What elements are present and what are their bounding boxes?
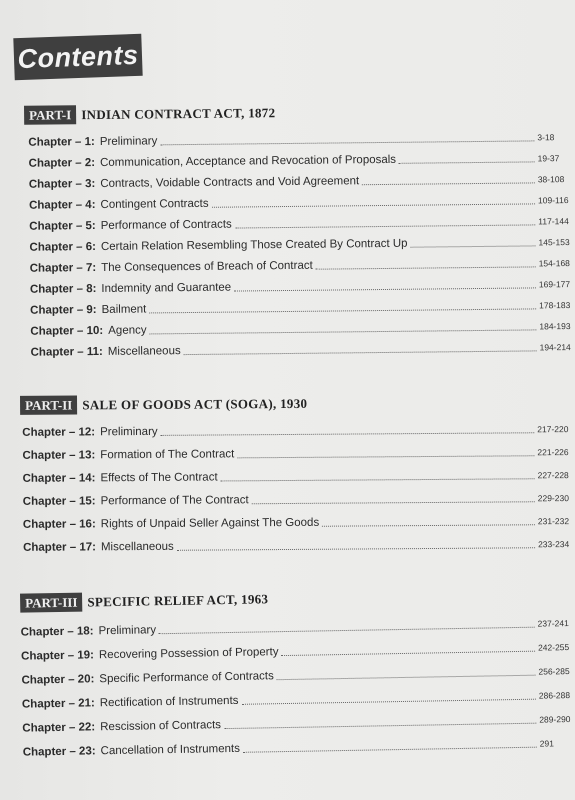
chapter-row[interactable] <box>22 423 575 440</box>
chapter-pages: 145-153 <box>538 237 570 248</box>
chapter-title: Agency <box>108 324 147 337</box>
leader-dots <box>362 181 535 185</box>
chapter-pages: 194-214 <box>539 342 571 353</box>
chapter-title: Rescission of Contracts <box>100 719 222 734</box>
leader-dots <box>243 746 537 753</box>
chapter-number: Chapter – 23: <box>22 745 96 759</box>
chapter-title: Performance of Contracts <box>100 218 232 232</box>
chapter-pages: 178-183 <box>539 300 571 311</box>
leader-dots <box>177 546 535 551</box>
part-header <box>24 100 575 125</box>
leader-dots <box>237 454 534 458</box>
chapter-pages: 169-177 <box>538 279 571 290</box>
contents-heading: Contents <box>16 39 139 74</box>
leader-dots <box>316 265 536 269</box>
chapter-pages: 227-228 <box>537 470 569 481</box>
chapter-row[interactable] <box>21 641 575 664</box>
chapter-title: Recovering Possession of Property <box>98 646 279 662</box>
chapter-number: Chapter – 9: <box>30 303 97 317</box>
chapter-pages: 229-230 <box>537 493 569 504</box>
chapter-pages: 286-288 <box>538 690 571 701</box>
chapter-number: Chapter – 3: <box>28 178 96 191</box>
chapter-number: Chapter – 15: <box>22 495 96 508</box>
chapter-title: Bailment <box>101 303 147 316</box>
leader-dots <box>159 626 535 635</box>
chapter-pages: 256-285 <box>538 666 570 677</box>
chapter-row[interactable] <box>30 320 575 339</box>
chapter-number: Chapter – 12: <box>22 426 96 439</box>
leader-dots <box>241 698 535 705</box>
chapter-number: Chapter – 13: <box>22 449 96 462</box>
leader-dots <box>322 523 535 526</box>
chapter-number: Chapter – 20: <box>21 673 95 687</box>
chapter-number: Chapter – 18: <box>20 625 94 639</box>
chapter-title: Miscellaneous <box>100 540 174 554</box>
chapter-row[interactable] <box>22 689 575 712</box>
chapter-row[interactable] <box>29 173 575 192</box>
chapter-number: Chapter – 17: <box>23 541 96 554</box>
chapter-row[interactable] <box>28 131 575 150</box>
chapter-number: Chapter – 1: <box>28 136 95 149</box>
chapter-number: Chapter – 10: <box>30 324 104 338</box>
chapter-title: Rights of Unpaid Seller Against The Goods <box>100 516 320 531</box>
chapter-title: Preliminary <box>99 135 158 148</box>
leader-dots <box>212 202 535 207</box>
chapter-pages: 233-234 <box>538 539 570 550</box>
chapter-row[interactable] <box>31 341 575 360</box>
leader-dots <box>282 650 536 656</box>
chapter-pages: 38-108 <box>537 174 565 185</box>
chapter-number: Chapter – 22: <box>22 721 96 735</box>
chapter-row[interactable] <box>23 538 575 555</box>
chapter-title: Contracts, Voidable Contracts and Void Agreement <box>100 175 360 190</box>
part-section <box>0 100 575 360</box>
chapter-number: Chapter – 6: <box>29 241 97 254</box>
chapter-title: Preliminary <box>100 425 158 439</box>
chapter-row[interactable] <box>21 665 575 688</box>
chapter-title: Effects of The Contract <box>100 471 218 485</box>
leader-dots <box>399 160 535 163</box>
chapter-row[interactable] <box>23 469 575 486</box>
chapter-row[interactable] <box>30 278 575 297</box>
chapter-row[interactable] <box>22 446 575 463</box>
part-title: SALE OF GOODS ACT (SOGA), 1930 <box>82 395 308 412</box>
chapter-row[interactable] <box>23 492 575 509</box>
chapter-row[interactable] <box>21 617 575 640</box>
chapter-row[interactable] <box>29 152 575 171</box>
chapter-pages: 289-290 <box>539 714 571 725</box>
chapter-number: Chapter – 21: <box>21 697 95 711</box>
chapter-number: Chapter – 4: <box>28 199 96 212</box>
leader-dots <box>411 244 536 247</box>
chapter-row[interactable] <box>22 713 575 736</box>
leader-dots <box>149 307 536 313</box>
leader-dots <box>150 328 537 334</box>
part-tag: PART-I <box>24 105 76 125</box>
chapter-number: Chapter – 8: <box>29 283 97 296</box>
leader-dots <box>184 349 537 355</box>
chapter-row[interactable] <box>29 236 575 255</box>
chapter-number: Chapter – 7: <box>29 262 97 275</box>
leader-dots <box>160 139 534 145</box>
chapter-pages: 109-116 <box>537 195 569 206</box>
chapter-title: Formation of The Contract <box>100 448 235 462</box>
leader-dots <box>234 286 536 291</box>
chapter-pages: 221-226 <box>537 447 569 458</box>
part-section <box>0 392 575 555</box>
part-tag: PART-II <box>20 395 77 414</box>
leader-dots <box>221 477 535 481</box>
chapter-title: Specific Performance of Contracts <box>99 670 274 686</box>
chapter-number: Chapter – 16: <box>22 518 96 531</box>
chapter-title: Preliminary <box>98 624 157 638</box>
chapter-pages: 184-193 <box>539 321 571 332</box>
chapter-number: Chapter – 14: <box>22 472 96 485</box>
chapter-pages: 19-37 <box>537 153 560 164</box>
chapter-title: Certain Relation Resembling Those Created By Contract Up <box>100 237 408 253</box>
chapter-row[interactable] <box>23 737 575 760</box>
part-header <box>20 584 575 613</box>
chapter-pages: 154-168 <box>538 258 570 269</box>
chapter-title: Miscellaneous <box>107 345 181 358</box>
chapter-pages: 231-232 <box>537 516 570 527</box>
chapter-title: Communication, Acceptance and Revocation of Proposals <box>100 153 397 169</box>
chapter-title: Indemnity and Guarantee <box>101 281 232 295</box>
chapter-title: Rectification of Instruments <box>99 694 239 710</box>
leader-dots <box>235 223 536 228</box>
contents-heading-banner <box>13 34 142 80</box>
leader-dots <box>252 500 535 504</box>
chapter-number: Chapter – 5: <box>29 220 96 233</box>
leader-dots <box>224 722 536 729</box>
chapter-number: Chapter – 11: <box>30 345 103 359</box>
part-tag: PART-III <box>20 593 83 613</box>
part-section <box>0 584 575 760</box>
chapter-row[interactable] <box>30 257 575 276</box>
chapter-pages: 217-220 <box>537 424 569 435</box>
chapter-row[interactable] <box>29 215 575 234</box>
chapter-title: Cancellation of Instruments <box>100 742 241 758</box>
chapter-number: Chapter – 2: <box>28 157 96 170</box>
leader-dots <box>277 674 536 681</box>
leader-dots <box>161 431 535 436</box>
chapter-title: Performance of The Contract <box>100 494 249 508</box>
chapter-pages: 291 <box>539 738 554 749</box>
chapter-row[interactable] <box>29 194 575 213</box>
chapter-pages: 3-18 <box>537 132 555 143</box>
part-title: SPECIFIC RELIEF ACT, 1963 <box>87 590 269 609</box>
chapter-row[interactable] <box>30 299 575 318</box>
chapter-row[interactable] <box>23 515 575 532</box>
chapter-title: The Consequences of Breach of Contract <box>101 259 313 274</box>
part-header <box>20 392 575 415</box>
chapter-number: Chapter – 19: <box>20 649 95 663</box>
chapter-pages: 117-144 <box>538 216 569 227</box>
chapter-pages: 242-255 <box>537 642 570 653</box>
chapter-pages: 237-241 <box>537 618 569 629</box>
chapter-title: Contingent Contracts <box>100 197 209 211</box>
part-title: INDIAN CONTRACT ACT, 1872 <box>81 104 276 122</box>
